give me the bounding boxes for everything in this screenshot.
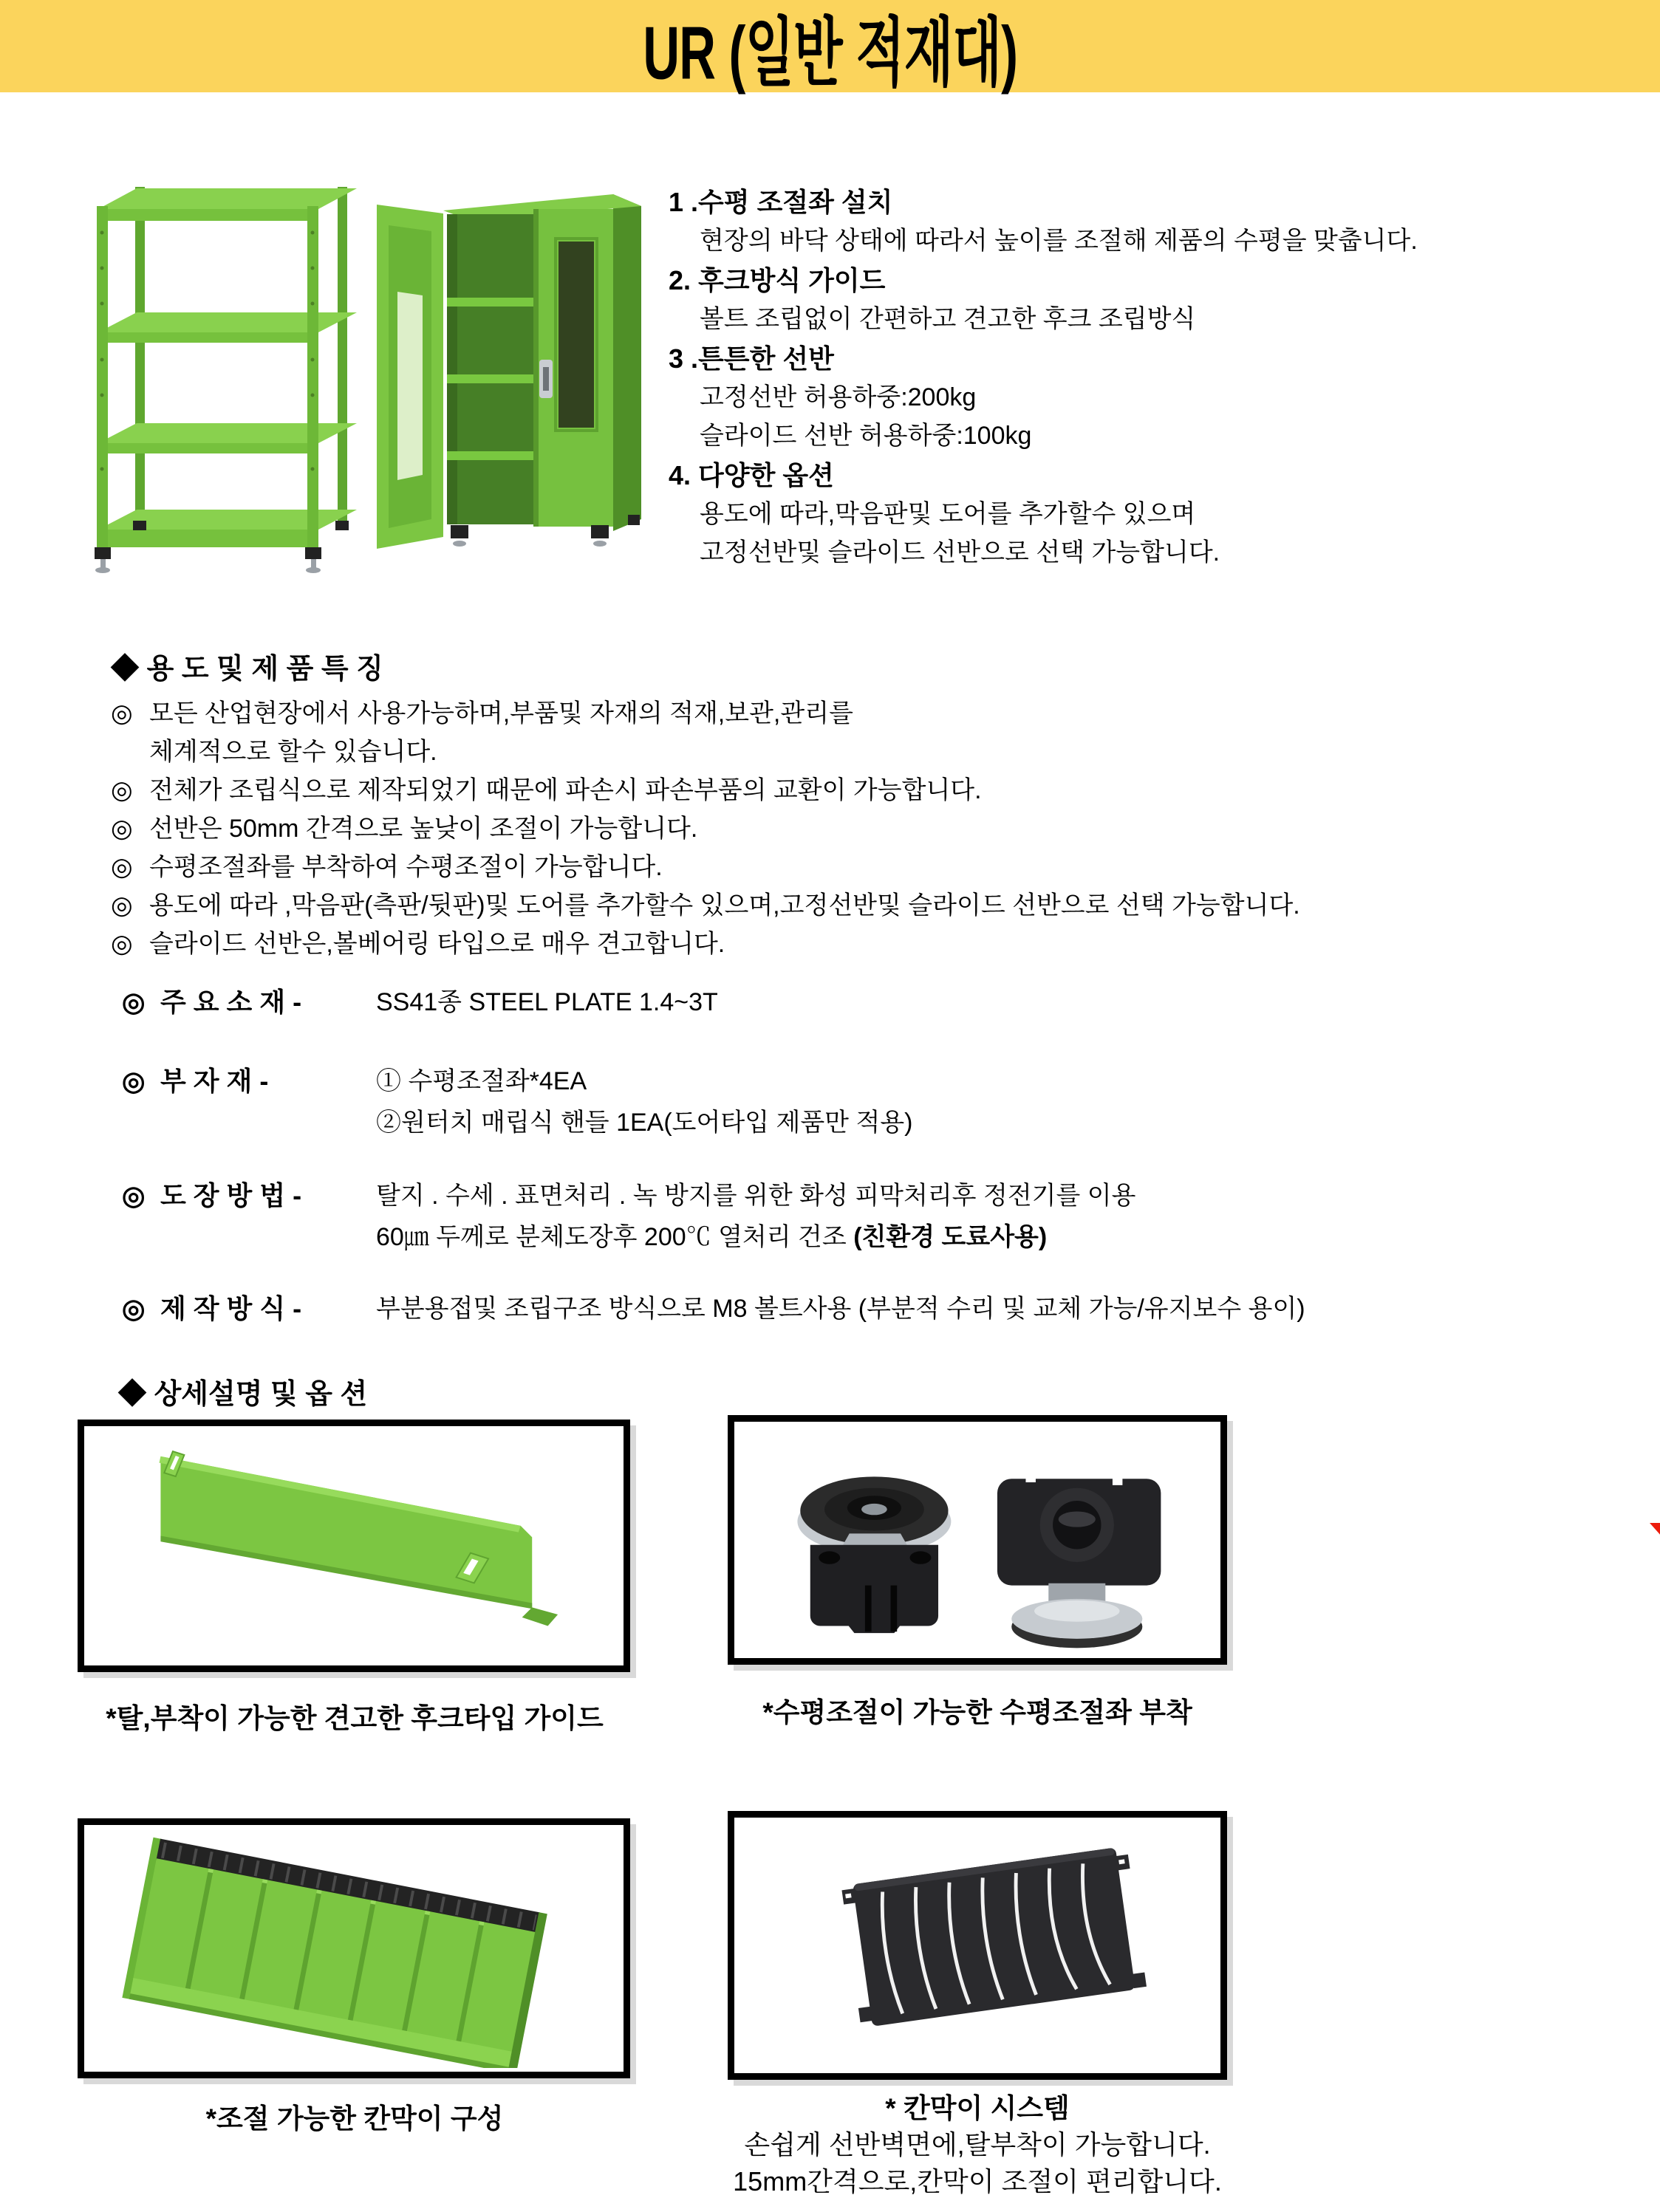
leveling-foot-pair-image <box>737 1425 1217 1654</box>
feature-text: 수평조절좌를 부착하여 수평조절이 가능합니다. <box>149 853 663 881</box>
intro-item-line: 현장의 바닥 상태에 따라서 높이를 조절해 제품의 수평을 맞춥니다. <box>700 227 1418 255</box>
spec-parts <box>122 1064 913 1140</box>
feature-text: 용도에 따라 ,막음판(측판/뒷판)및 도어를 추가할수 있으며,고정선반및 슬라이드 선반으로 선택 가능합니다. <box>149 891 1300 920</box>
intro-item-line: 고정선반및 슬라이드 선반으로 선택 가능합니다. <box>700 538 1220 566</box>
intro-item-line: 볼트 조립없이 간편하고 견고한 후크 조립방식 <box>700 305 1196 333</box>
spec-value-text: 60㎛ 두께로 분체도장후 200℃ 열처리 건조 <box>376 1223 854 1251</box>
circle-bullet-icon: ◎ <box>122 1066 146 1096</box>
product-image-cabinet <box>369 174 661 578</box>
details-heading <box>118 1371 367 1411</box>
spec-value-block <box>376 1064 913 1140</box>
detail-box-hook-guide <box>78 1420 630 1672</box>
features-heading <box>111 651 1633 687</box>
feature-line <box>111 925 1633 963</box>
adjustable-divider-tray-image <box>88 1829 620 2068</box>
detail-box-divider-tray <box>78 1818 630 2078</box>
spec-label: 도 장 방 법 - <box>160 1180 302 1211</box>
feature-text: 전체가 조립식으로 제작되었기 때문에 파손시 파손부품의 교환이 가능합니다. <box>149 776 982 804</box>
feature-line <box>111 771 1633 809</box>
intro-feature-list <box>669 186 1651 569</box>
partition-panel-image <box>737 1821 1217 2069</box>
spec-material <box>122 985 718 1020</box>
title-banner <box>0 0 1660 95</box>
spec-label: 부 자 재 - <box>160 1066 269 1096</box>
spec-value-line: ②원터치 매립식 핸들 1EA(도어타입 제품만 적용) <box>376 1109 913 1137</box>
circle-bullet-icon: ◎ <box>122 1180 146 1211</box>
circle-bullet-icon: ◎ <box>122 1293 146 1324</box>
feature-text: 모든 산업현장에서 사용가능하며,부품및 자재의 적재,보관,관리를 <box>149 699 853 727</box>
caption-hook-guide: *탈,부착이 가능한 견고한 후크타입 가이드 <box>106 1703 604 1733</box>
spec-method <box>122 1291 1305 1326</box>
circle-bullet-icon: ◎ <box>111 930 133 958</box>
intro-item-line: 고정선반 허용하중:200kg <box>700 383 977 411</box>
features-section <box>111 651 1633 963</box>
circle-bullet-icon: ◎ <box>111 891 133 920</box>
circle-bullet-icon: ◎ <box>111 776 133 804</box>
feature-line <box>111 694 1633 733</box>
caption-partition-line1: 손쉽게 선반벽면에,탈부착이 가능합니다. <box>744 2129 1211 2160</box>
product-hero <box>70 174 661 578</box>
intro-item-title: 3 .튼튼한 선반 <box>669 343 834 374</box>
intro-item-title: 2. 후크방식 가이드 <box>669 265 886 295</box>
diamond-bullet-icon: ◆ <box>111 654 140 685</box>
page-title: UR (일반 적재대) <box>643 11 1017 95</box>
circle-bullet-icon: ◎ <box>111 815 133 843</box>
hook-type-guide-image <box>88 1431 620 1660</box>
red-arrow-mark <box>1650 1523 1660 1536</box>
caption-partition-line2: 15mm간격으로,칸막이 조절이 편리합니다. <box>733 2166 1222 2196</box>
spec-value-line: 탈지 . 수세 . 표면처리 . 녹 방지를 위한 화성 피막처리후 정전기를 이용 <box>376 1182 1136 1210</box>
spec-value: 부분용접및 조립구조 방식으로 M8 볼트사용 (부분적 수리 및 교체 가능/유지보수 용이) <box>376 1295 1305 1323</box>
feature-line <box>111 848 1633 886</box>
caption-partition-title: * 칸막이 시스템 <box>885 2093 1070 2123</box>
feature-line <box>111 886 1633 925</box>
spec-value-block <box>376 1178 1135 1255</box>
circle-bullet-icon: ◎ <box>111 853 133 881</box>
caption-divider-tray: *조절 가능한 칸막이 구성 <box>205 2103 504 2134</box>
circle-bullet-icon: ◎ <box>111 699 133 727</box>
features-heading-text: 용 도 및 제 품 특 징 <box>146 654 383 685</box>
intro-item-line: 슬라이드 선반 허용하중:100kg <box>700 422 1032 450</box>
spec-label: 제 작 방 식 - <box>160 1293 302 1324</box>
detail-box-partition <box>728 1811 1227 2080</box>
spec-value-line: ① 수평조절좌*4EA <box>376 1067 587 1095</box>
circle-bullet-icon: ◎ <box>122 987 146 1017</box>
feature-text: 체계적으로 할수 있습니다. <box>149 738 437 766</box>
detail-box-leveling-feet <box>728 1415 1227 1665</box>
feature-line <box>111 809 1633 848</box>
feature-text: 슬라이드 선반은,볼베어링 타입으로 매우 견고합니다. <box>149 930 725 958</box>
feature-text: 선반은 50mm 간격으로 높낮이 조절이 가능합니다. <box>149 815 698 843</box>
feature-line <box>111 733 1633 771</box>
diamond-bullet-icon: ◆ <box>118 1379 147 1410</box>
spec-value-text-bold: (친환경 도료사용) <box>853 1223 1048 1251</box>
spec-value-line <box>376 1219 1135 1255</box>
details-heading-text: 상세설명 및 옵 션 <box>154 1379 368 1410</box>
spec-label: 주 요 소 재 - <box>160 987 302 1017</box>
intro-item-title: 4. 다양한 옵션 <box>669 460 834 490</box>
intro-item-title: 1 .수평 조절좌 설치 <box>669 187 893 217</box>
product-image-rack <box>70 174 358 578</box>
spec-value: SS41종 STEEL PLATE 1.4~3T <box>376 988 718 1016</box>
spec-coating <box>122 1178 1135 1255</box>
caption-leveling-feet: *수평조절이 가능한 수평조절좌 부착 <box>762 1697 1192 1728</box>
intro-item-line: 용도에 따라,막음판및 도어를 추가할수 있으며 <box>700 500 1196 528</box>
